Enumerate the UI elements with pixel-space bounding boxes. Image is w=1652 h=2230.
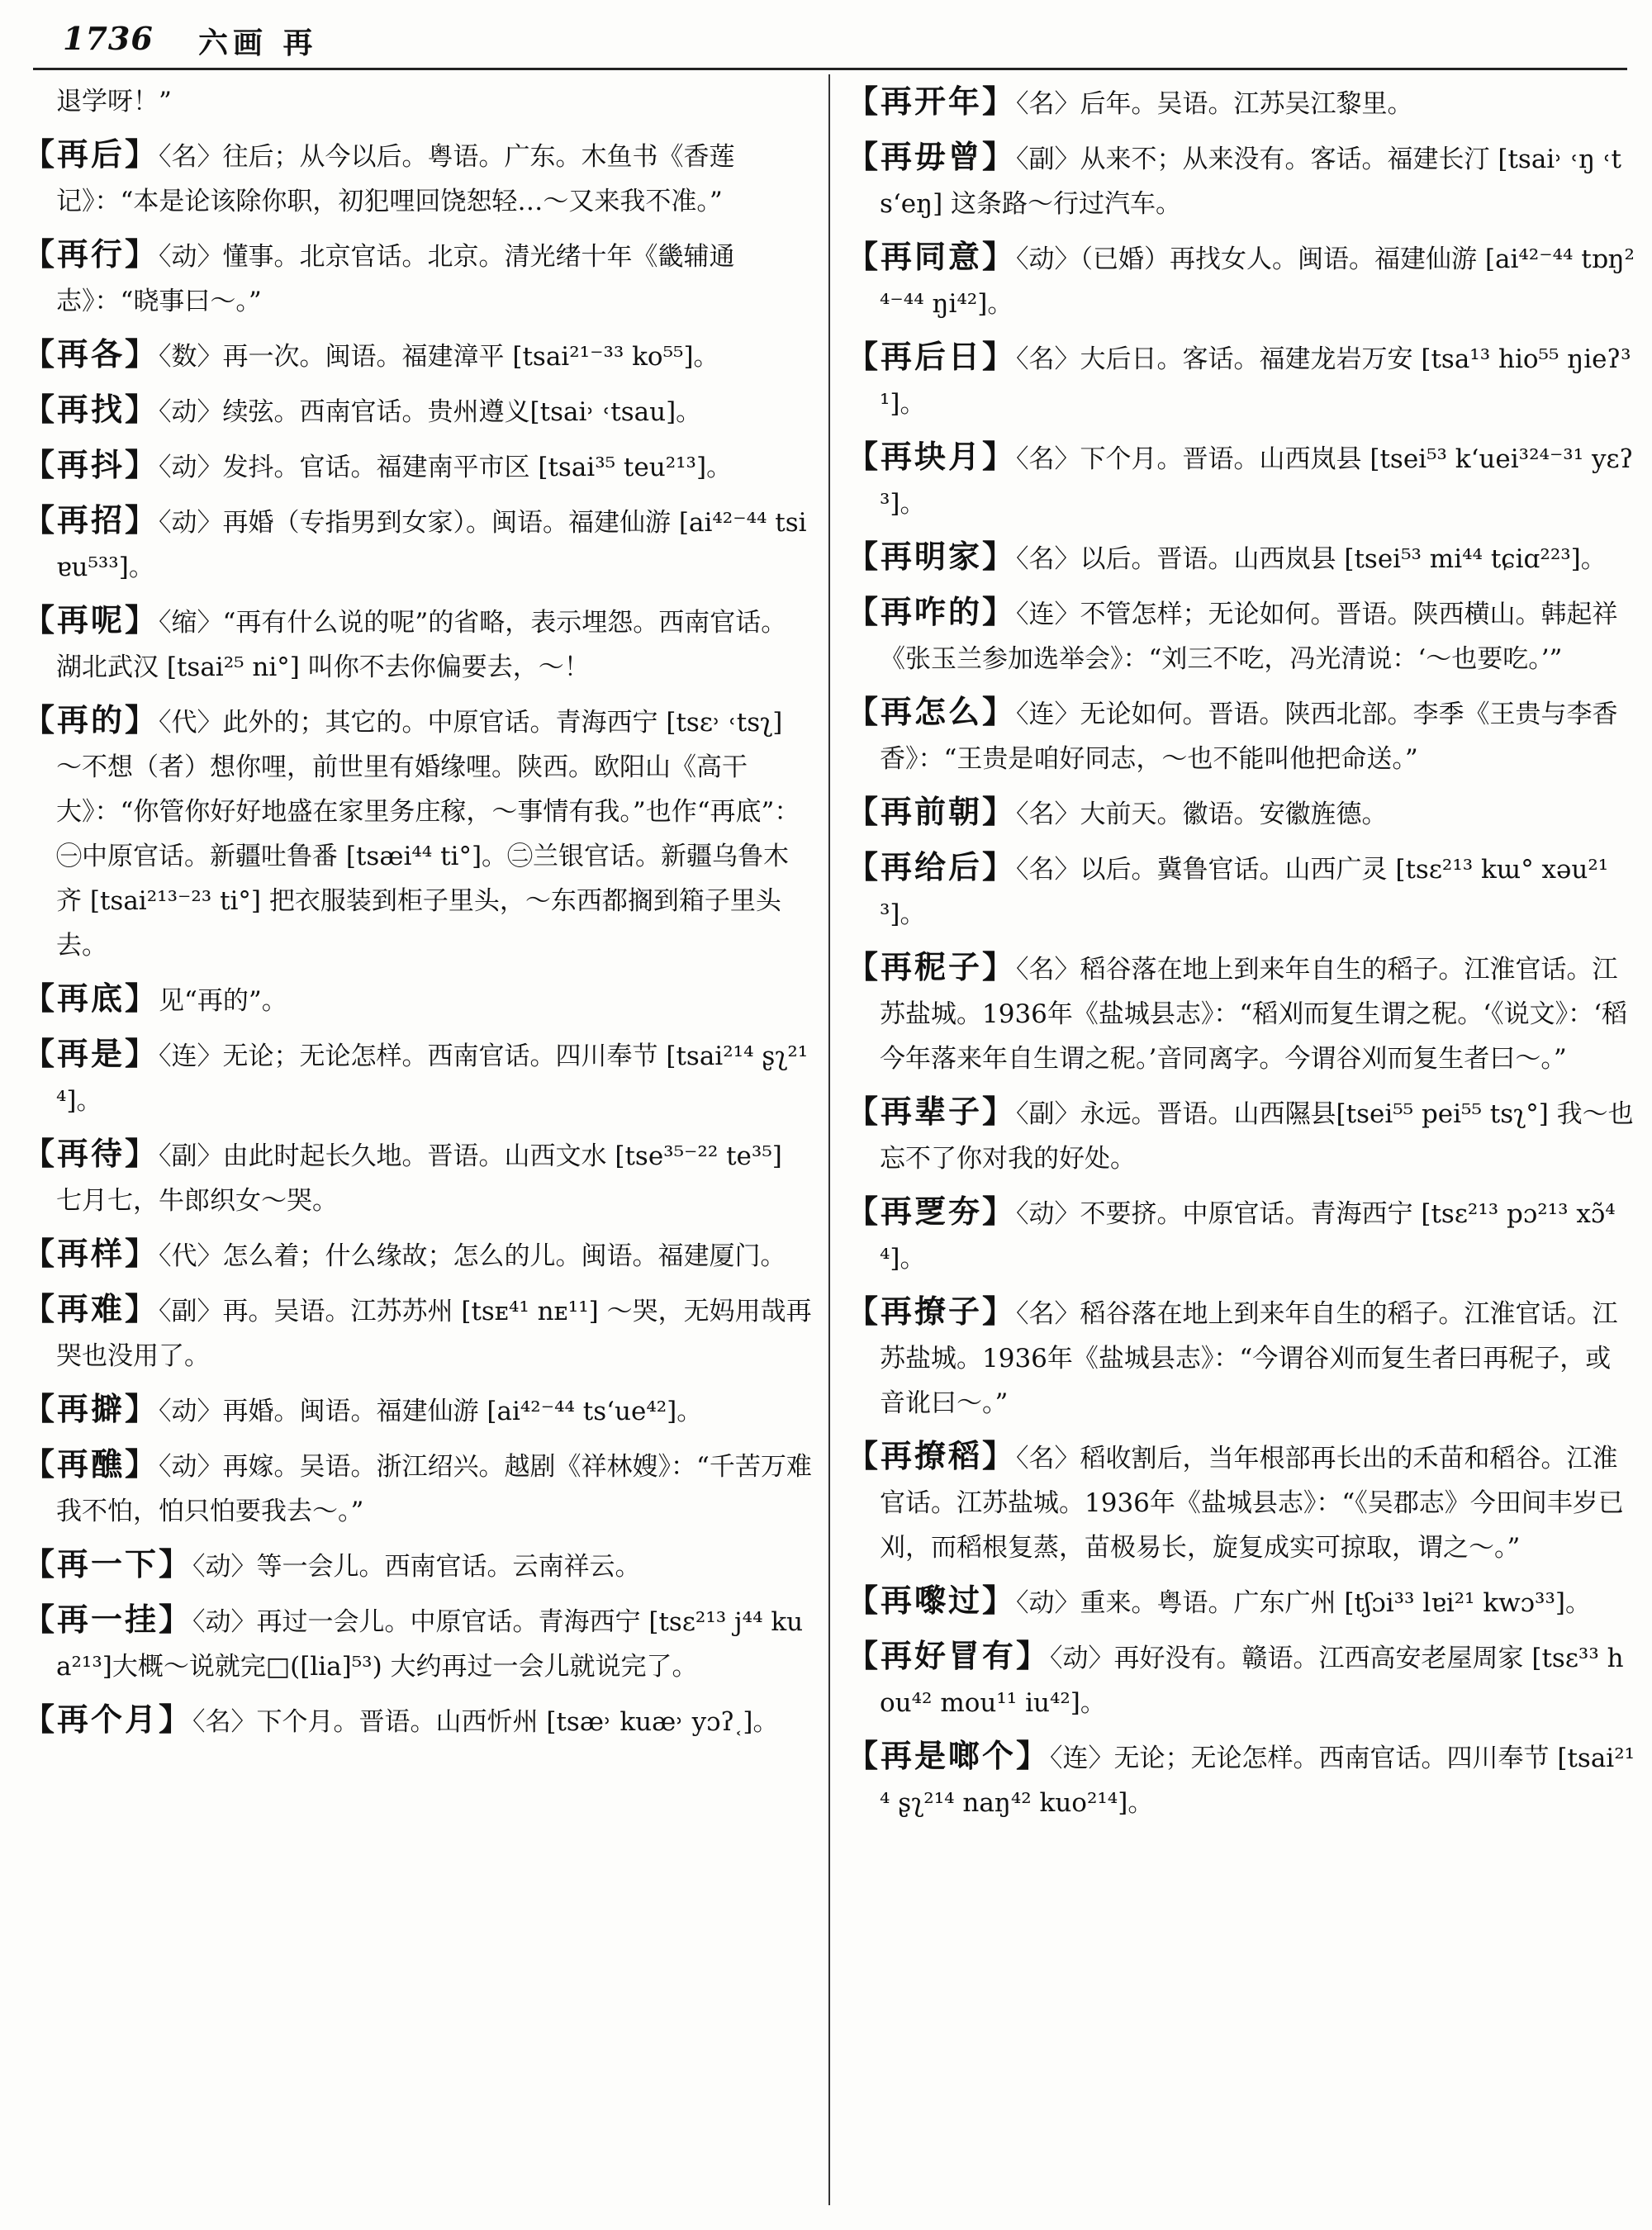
entry-headword: 【再底】 [23,980,159,1017]
entry-definition: 〈动〉再婚。闽语。福建仙游 [ai⁴²⁻⁴⁴ ts‘ue⁴²]。 [159,1397,703,1426]
entry-definition: 〈动〉再过一会儿。中原官话。青海西宁 [tsɛ²¹³ j⁴⁴ kua²¹³]大概～说就完□([lia]⁵³) 大约再过一会儿就说完了。 [56,1607,804,1682]
entry-headword: 【再行】 [23,235,159,273]
dictionary-entry [847,945,1635,1081]
dictionary-entry [23,976,812,1023]
entry-definition: 〈名〉往后；从今以后。粤语。广东。木鱼书《香莲记》：“本是论该除你职，初犯哩回饶恕轻…～又来我不准。” [56,142,735,216]
entry-headword: 【再待】 [23,1135,159,1172]
entry-definition: 〈动〉发抖。官话。福建南平市区 [tsai³⁵ teu²¹³]。 [159,453,733,482]
dictionary-entry [23,598,812,690]
entry-headword: 【再给后】 [847,848,1017,885]
dictionary-entry [847,1289,1635,1426]
entry-definition: 〈名〉大前天。徽语。安徽旌德。 [1016,799,1388,829]
running-head: 六画 再 [198,26,318,60]
entry-definition: 〈缩〉“再有什么说的呢”的省略，表示埋怨。西南官话。湖北武汉 [tsai²⁵ ni°] 叫你不去你偏要去，～！ [56,608,787,682]
entry-headword: 【再找】 [23,391,159,428]
entry-definition: 〈名〉下个月。晋语。山西忻州 [tsæ˒ kuæ˒ yɔʔ˱]。 [192,1707,779,1737]
entry-definition: 〈动〉重来。粤语。广东广州 [tʃɔi³³ lɐi²¹ kwɔ³³]。 [1016,1588,1591,1618]
entry-definition: 〈名〉稻收割后，当年根部再长出的禾苗和稻谷。江淮官话。江苏盐城。1936年《盐城县志》：“《吴郡志》今田间丰岁已刈，而稻根复蒸，苗极易长，旋复成实可掠取，谓之～。” [880,1444,1624,1563]
dictionary-entry [847,690,1635,781]
dictionary-entry [847,1734,1635,1825]
dictionary-entry [847,235,1635,326]
entry-headword: 【再毋曾】 [847,138,1017,175]
dictionary-entry [23,1697,812,1744]
entry-headword: 【再撩稻】 [847,1437,1017,1474]
entry-headword: 【再抖】 [23,446,159,483]
entry-definition: 〈动〉等一会儿。西南官话。云南祥云。 [192,1552,641,1582]
entry-definition: 〈动〉不要挤。中原官话。青海西宁 [tsɛ²¹³ pɔ²¹³ xɔ̃⁴⁴]。 [880,1199,1616,1274]
entry-definition: 〈名〉下个月。晋语。山西岚县 [tsei⁵³ k‘uei³²⁴⁻³¹ yɛʔ³]。 [880,444,1634,519]
dictionary-entry [847,590,1635,681]
dictionary-entry [23,498,812,590]
entry-definition: 〈代〉怎么着；什么缘故；怎么的儿。闽语。福建厦门。 [159,1241,786,1271]
dictionary-entry [847,845,1635,937]
entry-definition: 〈副〉永远。晋语。山西隰县[tsei⁵⁵ pei⁵⁵ tsʅ°] 我～也忘不了你对我的好处。 [880,1099,1634,1174]
dictionary-entry [847,1634,1635,1725]
dictionary-entry [23,332,812,379]
dictionary-entry [23,1442,812,1534]
dictionary-entry [23,1231,812,1279]
entry-definition: 〈动〉再嫁。吴语。浙江绍兴。越剧《祥林嫂》：“千苦万难我不怕，怕只怕要我去～。” [56,1452,812,1526]
dictionary-entry [23,1287,812,1378]
dictionary-entry [23,698,812,968]
entry-definition: 〈副〉再。吴语。江苏苏州 [tsᴇ⁴¹ nᴇ¹¹] ～哭，无妈用哉再哭也没用了。 [56,1297,812,1371]
dictionary-entry [23,387,812,434]
entry-definition: 〈名〉以后。晋语。山西岚县 [tsei⁵³ mi⁴⁴ tɕiɑ²²³]。 [1016,544,1607,574]
page-header [33,15,1627,70]
entry-headword: 【再是】 [23,1035,159,1072]
entry-definition: 〈动〉续弦。西南官话。贵州遵义[tsai˒ ˓tsau]。 [159,397,702,427]
entry-headword: 【再各】 [23,335,159,372]
entry-headword: 【再醮】 [23,1445,159,1483]
entry-definition: 〈名〉稻谷落在地上到来年自生的稻子。江淮官话。江苏盐城。1936年《盐城县志》：“稻刈而复生谓之秜。‘《说文》：‘稻今年落来年自生谓之秜。’音同离字。今谓谷刈而复生者曰～。” [880,955,1627,1074]
entry-headword: 【再秜子】 [847,948,1017,985]
entry-headword: 【再辈子】 [847,1093,1017,1130]
entry-headword: 【再个月】 [23,1701,193,1738]
dictionary-entry [23,1542,812,1589]
dictionary-entry [23,79,812,124]
entry-headword: 【再后】 [23,135,159,173]
left-column [23,79,812,1753]
entry-definition: 见“再的”。 [159,986,287,1016]
entry-headword: 【再样】 [23,1235,159,1272]
entry-definition: 〈动〉懂事。北京官话。北京。清光绪十年《畿辅通志》：“晓事曰～。” [56,242,735,316]
entry-headword: 【再一下】 [23,1545,193,1582]
dictionary-entry [23,1132,812,1223]
entry-definition: 〈动〉（已婚）再找女人。闽语。福建仙游 [ai⁴²⁻⁴⁴ tɒŋ²⁴⁻⁴⁴ ŋi⁴²]。 [880,244,1635,319]
entry-definition: 〈名〉稻谷落在地上到来年自生的稻子。江淮官话。江苏盐城。1936年《盐城县志》：“今谓谷刈而复生者曰再秜子，或音讹曰～。” [880,1299,1618,1418]
entry-headword: 【再嚟过】 [847,1582,1017,1619]
dictionary-entry [847,135,1635,226]
dictionary-entry [847,534,1635,581]
dictionary-entry [23,132,812,224]
entry-definition: 〈连〉无论；无论怎样。西南官话。四川奉节 [tsai²¹⁴ ʂʅ²¹⁴]。 [56,1041,809,1116]
entry-definition: 〈代〉此外的；其它的。中原官话。青海西宁 [tsɛ˒ ˓tsʅ] ～不想（者）想你哩，前世里有婚缘哩。陕西。欧阳山《高干大》：“你管你好好地盛在家里务庄稼，～事情有我。”也作“再底”：㊀中原官话。新疆吐鲁番 [tsæi⁴⁴ ti°]。㊁兰银官话。新疆乌鲁木齐 [tsai²¹³⁻²³ ti°] 把衣服装到柜子里头，～东西都搁到箱子里头去。 [56,708,800,961]
entry-definition: 〈连〉不管怎样；无论如何。晋语。陕西横山。韩起祥《张玉兰参加选举会》：“刘三不吃，冯光清说：‘～也要吃。’” [880,600,1618,674]
entry-definition: 〈数〉再一次。闽语。福建漳平 [tsai²¹⁻³³ ko⁵⁵]。 [159,342,719,372]
dictionary-entry [847,1578,1635,1625]
right-column [847,79,1635,1834]
entry-definition: 〈副〉由此时起长久地。晋语。山西文水 [tse³⁵⁻²² te³⁵] 七月七，牛郎织女～哭。 [56,1141,782,1216]
entry-headword: 【再咋的】 [847,593,1017,630]
entry-headword: 【再一挂】 [23,1601,193,1638]
dictionary-entry [847,434,1635,526]
entry-definition: 退学呀！” [56,87,172,116]
dictionary-entry [847,790,1635,837]
entry-definition: 〈动〉再好没有。赣语。江西高安老屋周家 [tsɛ³³ hou⁴² mou¹¹ iu⁴²]。 [880,1644,1624,1718]
dictionary-entry [23,232,812,324]
dictionary-entry [847,1089,1635,1181]
entry-definition: 〈名〉后年。吴语。江苏吴江黎里。 [1016,89,1413,119]
dictionary-entry [847,1189,1635,1281]
entry-headword: 【再怎么】 [847,693,1017,730]
entry-headword: 【再擗】 [23,1390,159,1427]
entry-definition: 〈动〉再婚（专指男到女家）。闽语。福建仙游 [ai⁴²⁻⁴⁴ tsiɐu⁵³³]。 [56,508,807,582]
entry-headword: 【再撩子】 [847,1293,1017,1330]
entry-headword: 【再同意】 [847,238,1017,275]
entry-headword: 【再好冒有】 [847,1637,1051,1674]
entry-headword: 【再的】 [23,701,159,738]
entry-headword: 【再前朝】 [847,793,1017,830]
entry-headword: 【再后日】 [847,338,1017,375]
entry-headword: 【再是啷个】 [847,1737,1051,1774]
dictionary-entry [847,79,1635,126]
entry-headword: 【再覂夯】 [847,1193,1017,1230]
dictionary-entry [23,1032,812,1123]
entry-headword: 【再块月】 [847,438,1017,475]
entry-headword: 【再明家】 [847,538,1017,575]
entry-headword: 【再难】 [23,1290,159,1327]
dictionary-entry [847,334,1635,426]
entry-definition: 〈名〉大后日。客话。福建龙岩万安 [tsa¹³ hio⁵⁵ ŋieʔ³¹]。 [880,344,1631,419]
entry-headword: 【再开年】 [847,83,1017,120]
dictionary-entry [847,1434,1635,1570]
entry-definition: 〈连〉无论如何。晋语。陕西北部。李季《王贵与李香香》：“王贵是咱好同志，～也不能叫他把命送。” [880,700,1618,774]
entry-definition: 〈名〉以后。冀鲁官话。山西广灵 [tsɛ²¹³ kɯ° xəu²¹³]。 [880,855,1609,929]
entry-headword: 【再呢】 [23,601,159,638]
dictionary-entry [23,1387,812,1434]
column-divider [828,74,830,2205]
entry-headword: 【再招】 [23,501,159,539]
entry-definition: 〈连〉无论；无论怎样。西南官话。四川奉节 [tsai²¹⁴ ʂʅ²¹⁴ naŋ⁴² kuo²¹⁴]。 [880,1744,1635,1818]
dictionary-entry [23,1597,812,1689]
dictionary-entry [23,443,812,490]
entry-definition: 〈副〉从来不；从来没有。客话。福建长汀 [tsai˒ ˓ŋ ˓ts‘eŋ] 这条路～行过汽车。 [880,145,1621,219]
page-number: 1736 [63,20,154,57]
